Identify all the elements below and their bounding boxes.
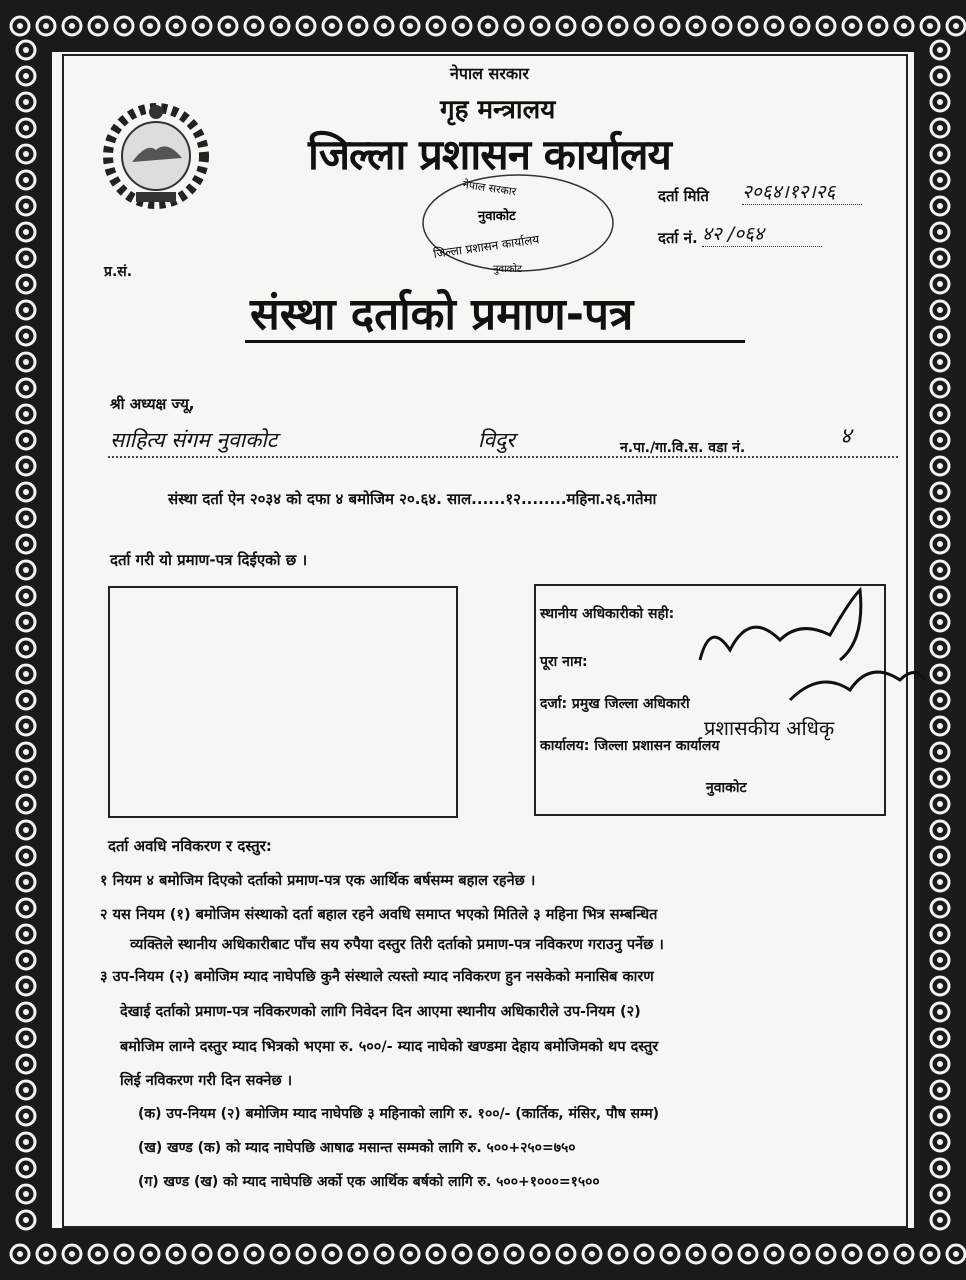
nepal-emblem-icon bbox=[92, 92, 220, 220]
reg-no-label: दर्ता नं. bbox=[658, 229, 698, 247]
act-statement: संस्था दर्ता ऐन २०३४ को दफा ४ बमोजिम २०.६४. साल......१२........महिना.२६.गतेमा bbox=[168, 490, 657, 508]
ward-number: ४ bbox=[840, 424, 852, 449]
svg-text:नुवाकोट: नुवाकोट bbox=[478, 209, 516, 224]
rule-item: १ नियम ४ बमोजिम दिएको दर्ताको प्रमाण-पत्र एक आर्थिक बर्षसम्म बहाल रहनेछ । bbox=[100, 873, 536, 889]
reference-label: प्र.सं. bbox=[104, 264, 133, 280]
photo-box bbox=[108, 586, 458, 818]
svg-text:जिल्ला प्रशासन कार्यालय: जिल्ला प्रशासन कार्यालय bbox=[432, 232, 541, 261]
rule-sub-item: (ग) खण्ड (ख) को म्याद नाघेपछि अर्को एक आर्थिक बर्षको लागि रु. ५००+१०००=१५०० bbox=[138, 1174, 600, 1190]
svg-text:नुवाकोट: नुवाकोट bbox=[493, 264, 523, 275]
ministry-name: गृह मन्त्रालय bbox=[440, 95, 556, 125]
rule-item: व्यक्तिले स्थानीय अधिकारीबाट पाँच सय रुपैया दस्तुर तिरी दर्ताको प्रमाण-पत्र नविकरण गराउनु पर्नेछ । bbox=[130, 937, 664, 953]
stamp-extra-text: प्रशासकीय अधिकृ bbox=[704, 716, 835, 740]
title-underline bbox=[245, 340, 745, 343]
handwritten-signature bbox=[690, 580, 930, 720]
rule-item: बमोजिम लाग्ने दस्तुर म्याद भित्रको भएमा रु. ५००/- म्याद नाघेको खण्डमा देहाय बमोजिमको थप दस्तुर bbox=[120, 1039, 659, 1055]
rules-heading: दर्ता अवधि नविकरण र दस्तुर: bbox=[108, 837, 272, 855]
rule-item: देखाई दर्ताको प्रमाण-पत्र नविकरणको लागि निवेदन दिन आएमा स्थानीय अधिकारीले उप-नियम (२) bbox=[120, 1004, 641, 1020]
rule-sub-item: (ख) खण्ड (क) को म्याद नाघेपछि आषाढ मसान्त सम्मको लागि रु. ५००+२५०=७५० bbox=[138, 1140, 576, 1156]
reg-date-value: २०६४।१२।२६ bbox=[742, 178, 862, 205]
certificate-title: संस्था दर्ताको प्रमाण-पत्र bbox=[250, 289, 634, 340]
full-name-label: पूरा नाम: bbox=[540, 654, 588, 670]
reg-date-label: दर्ता मिति bbox=[658, 187, 709, 205]
sign-label: स्थानीय अधिकारीको सही: bbox=[540, 606, 675, 622]
address-dotted-line bbox=[108, 456, 898, 458]
organization-name: साहित्य संगम नुवाकोट bbox=[110, 428, 278, 452]
svg-text:नेपाल सरकार: नेपाल सरकार bbox=[461, 178, 518, 199]
reg-no-value: ४२ /०६४ bbox=[702, 220, 822, 247]
office-stamp bbox=[418, 168, 618, 278]
rule-sub-item: (क) उप-नियम (२) बमोजिम म्याद नाघेपछि ३ महिनाको लागि रु. १००/- (कार्तिक, मंसिर, पौष सम्म) bbox=[138, 1106, 659, 1122]
ward-label: न.पा./गा.वि.स. वडा नं. bbox=[620, 440, 746, 456]
office-label: कार्यालय: जिल्ला प्रशासन कार्यालय bbox=[540, 738, 720, 754]
designation-label: दर्जा: प्रमुख जिल्ला अधिकारी bbox=[540, 696, 690, 712]
rule-item: २ यस नियम (१) बमोजिम संस्थाको दर्ता बहाल रहने अवधि समाप्त भएको मितिले ३ महिना भित्र सम्बन्धित bbox=[100, 907, 658, 923]
issued-statement: दर्ता गरी यो प्रमाण-पत्र दिईएको छ । bbox=[110, 551, 308, 569]
district-label: नुवाकोट bbox=[706, 780, 747, 796]
office-name: जिल्ला प्रशासन कार्यालय bbox=[308, 130, 671, 179]
salutation: श्री अध्यक्ष ज्यू, bbox=[110, 395, 195, 413]
government-name: नेपाल सरकार bbox=[450, 64, 529, 83]
organization-place: विदुर bbox=[478, 428, 515, 452]
rule-item: ३ उप-नियम (२) बमोजिम म्याद नाघेपछि कुनै संस्थाले त्यस्तो म्याद नविकरण हुन नसकेको मनासिब कारण bbox=[100, 969, 654, 985]
rule-item: लिई नविकरण गरी दिन सक्नेछ । bbox=[120, 1073, 293, 1089]
